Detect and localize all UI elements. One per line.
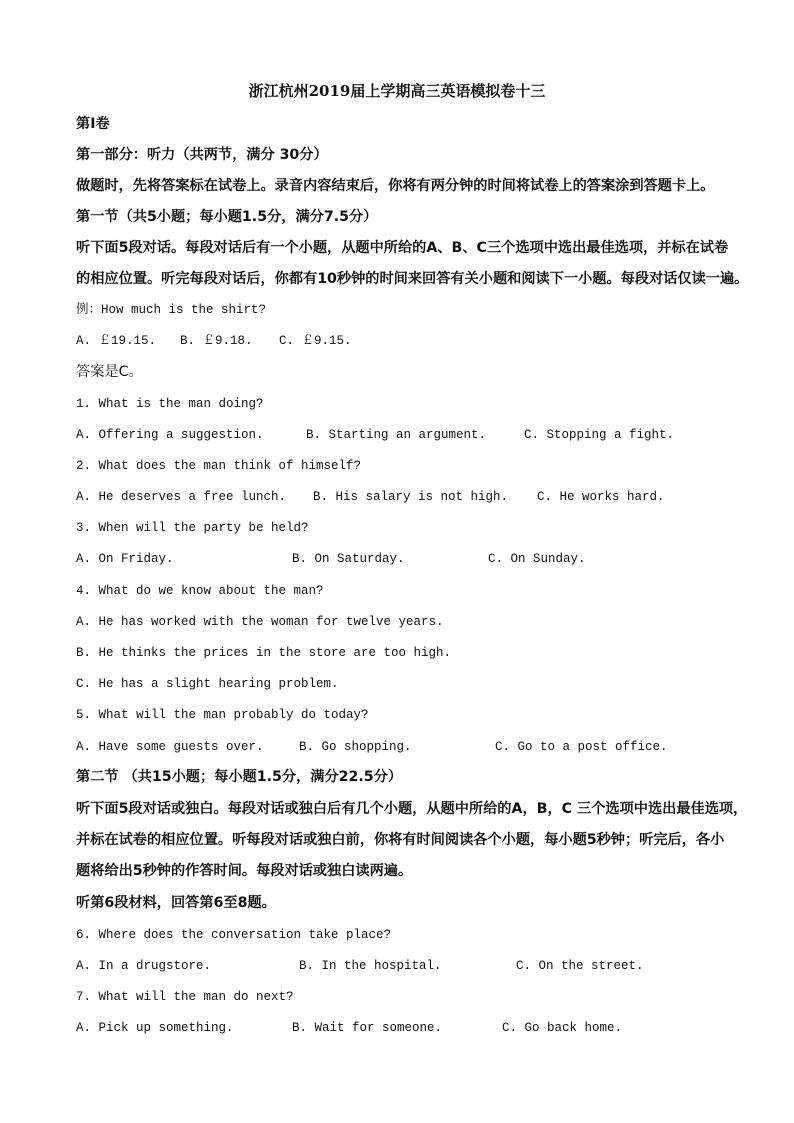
exam-title: 浙江杭州2019届上学期高三英语模拟卷十三 — [248, 82, 546, 100]
example-option-c: C. ￡9.15. — [279, 334, 352, 348]
question-6: 6. Where does the conversation take place? — [76, 928, 392, 942]
question-2-option-c: C. He works hard. — [537, 490, 665, 504]
question-1-option-b: B. Starting an argument. — [306, 428, 487, 442]
question-2-option-a: A. He deserves a free lunch. — [76, 490, 287, 504]
question-2: 2. What does the man think of himself? — [76, 459, 362, 473]
part1-heading: 第一部分：听力（共两节，满分 30分） — [76, 147, 328, 163]
question-5: 5. What will the man probably do today? — [76, 708, 369, 722]
example-answer: 答案是C。 — [76, 364, 143, 380]
question-4-option-b: B. He thinks the prices in the store are too high. — [76, 646, 452, 660]
question-6-option-b: B. In the hospital. — [299, 959, 442, 973]
section1-description-line2: 的相应位置。听完每段对话后，你都有10秒钟的时间来回答有关小题和阅读下一小题。每段对话仅读一遍。 — [76, 271, 749, 287]
question-6-option-c: C. On the street. — [516, 959, 644, 973]
question-4: 4. What do we know about the man? — [76, 584, 324, 598]
question-6-option-a: A. In a drugstore. — [76, 959, 212, 973]
example-question: 例：How much is the shirt? — [76, 303, 267, 317]
question-3-option-b: B. On Saturday. — [292, 552, 405, 566]
question-7-option-a: A. Pick up something. — [76, 1021, 234, 1035]
question-2-option-b: B. His salary is not high. — [313, 490, 509, 504]
question-3-option-a: A. On Friday. — [76, 552, 174, 566]
question-3-option-c: C. On Sunday. — [488, 552, 586, 566]
question-7: 7. What will the man do next? — [76, 990, 294, 1004]
question-4-option-c: C. He has a slight hearing problem. — [76, 677, 339, 691]
question-1: 1. What is the man doing? — [76, 397, 264, 411]
section1-heading: 第一节（共5小题；每小题1.5分，满分7.5分） — [76, 209, 378, 225]
section2-description-line3: 题将给出5秒钟的作答时间。每段对话或独白读两遍。 — [76, 863, 413, 879]
question-4-option-a: A. He has worked with the woman for twelve years. — [76, 615, 444, 629]
example-option-b: B. ￡9.18. — [180, 334, 253, 348]
volume-label: 第I卷 — [76, 116, 110, 132]
question-3: 3. When will the party be held? — [76, 521, 309, 535]
question-5-option-c: C. Go to a post office. — [495, 740, 668, 754]
question-5-option-a: A. Have some guests over. — [76, 740, 264, 754]
listening-instruction: 做题时，先将答案标在试卷上。录音内容结束后，你将有两分钟的时间将试卷上的答案涂到答题卡上。 — [76, 178, 715, 194]
question-1-option-c: C. Stopping a fight. — [524, 428, 675, 442]
example-option-a: A. ￡19.15. — [76, 334, 157, 348]
question-1-option-a: A. Offering a suggestion. — [76, 428, 264, 442]
question-5-option-b: B. Go shopping. — [299, 740, 412, 754]
section2-heading: 第二节 （共15小题；每小题1.5分，满分22.5分） — [76, 769, 403, 785]
section2-description-line2: 并标在试卷的相应位置。听每段对话或独白前，你将有时间阅读各个小题，每小题5秒钟；听完后，各小 — [76, 832, 725, 848]
section1-description-line1: 听下面5段对话。每段对话后有一个小题，从题中所给的A、B、C三个选项中选出最佳选项，并标在试卷 — [76, 240, 729, 256]
question-7-option-b: B. Wait for someone. — [292, 1021, 443, 1035]
question-7-option-c: C. Go back home. — [502, 1021, 623, 1035]
section2-description-line1: 听下面5段对话或独白。每段对话或独白后有几个小题，从题中所给的A，B，C 三个选项中选出最佳选项， — [76, 801, 748, 817]
material-6-heading: 听第6段材料，回答第6至8题。 — [76, 895, 276, 911]
